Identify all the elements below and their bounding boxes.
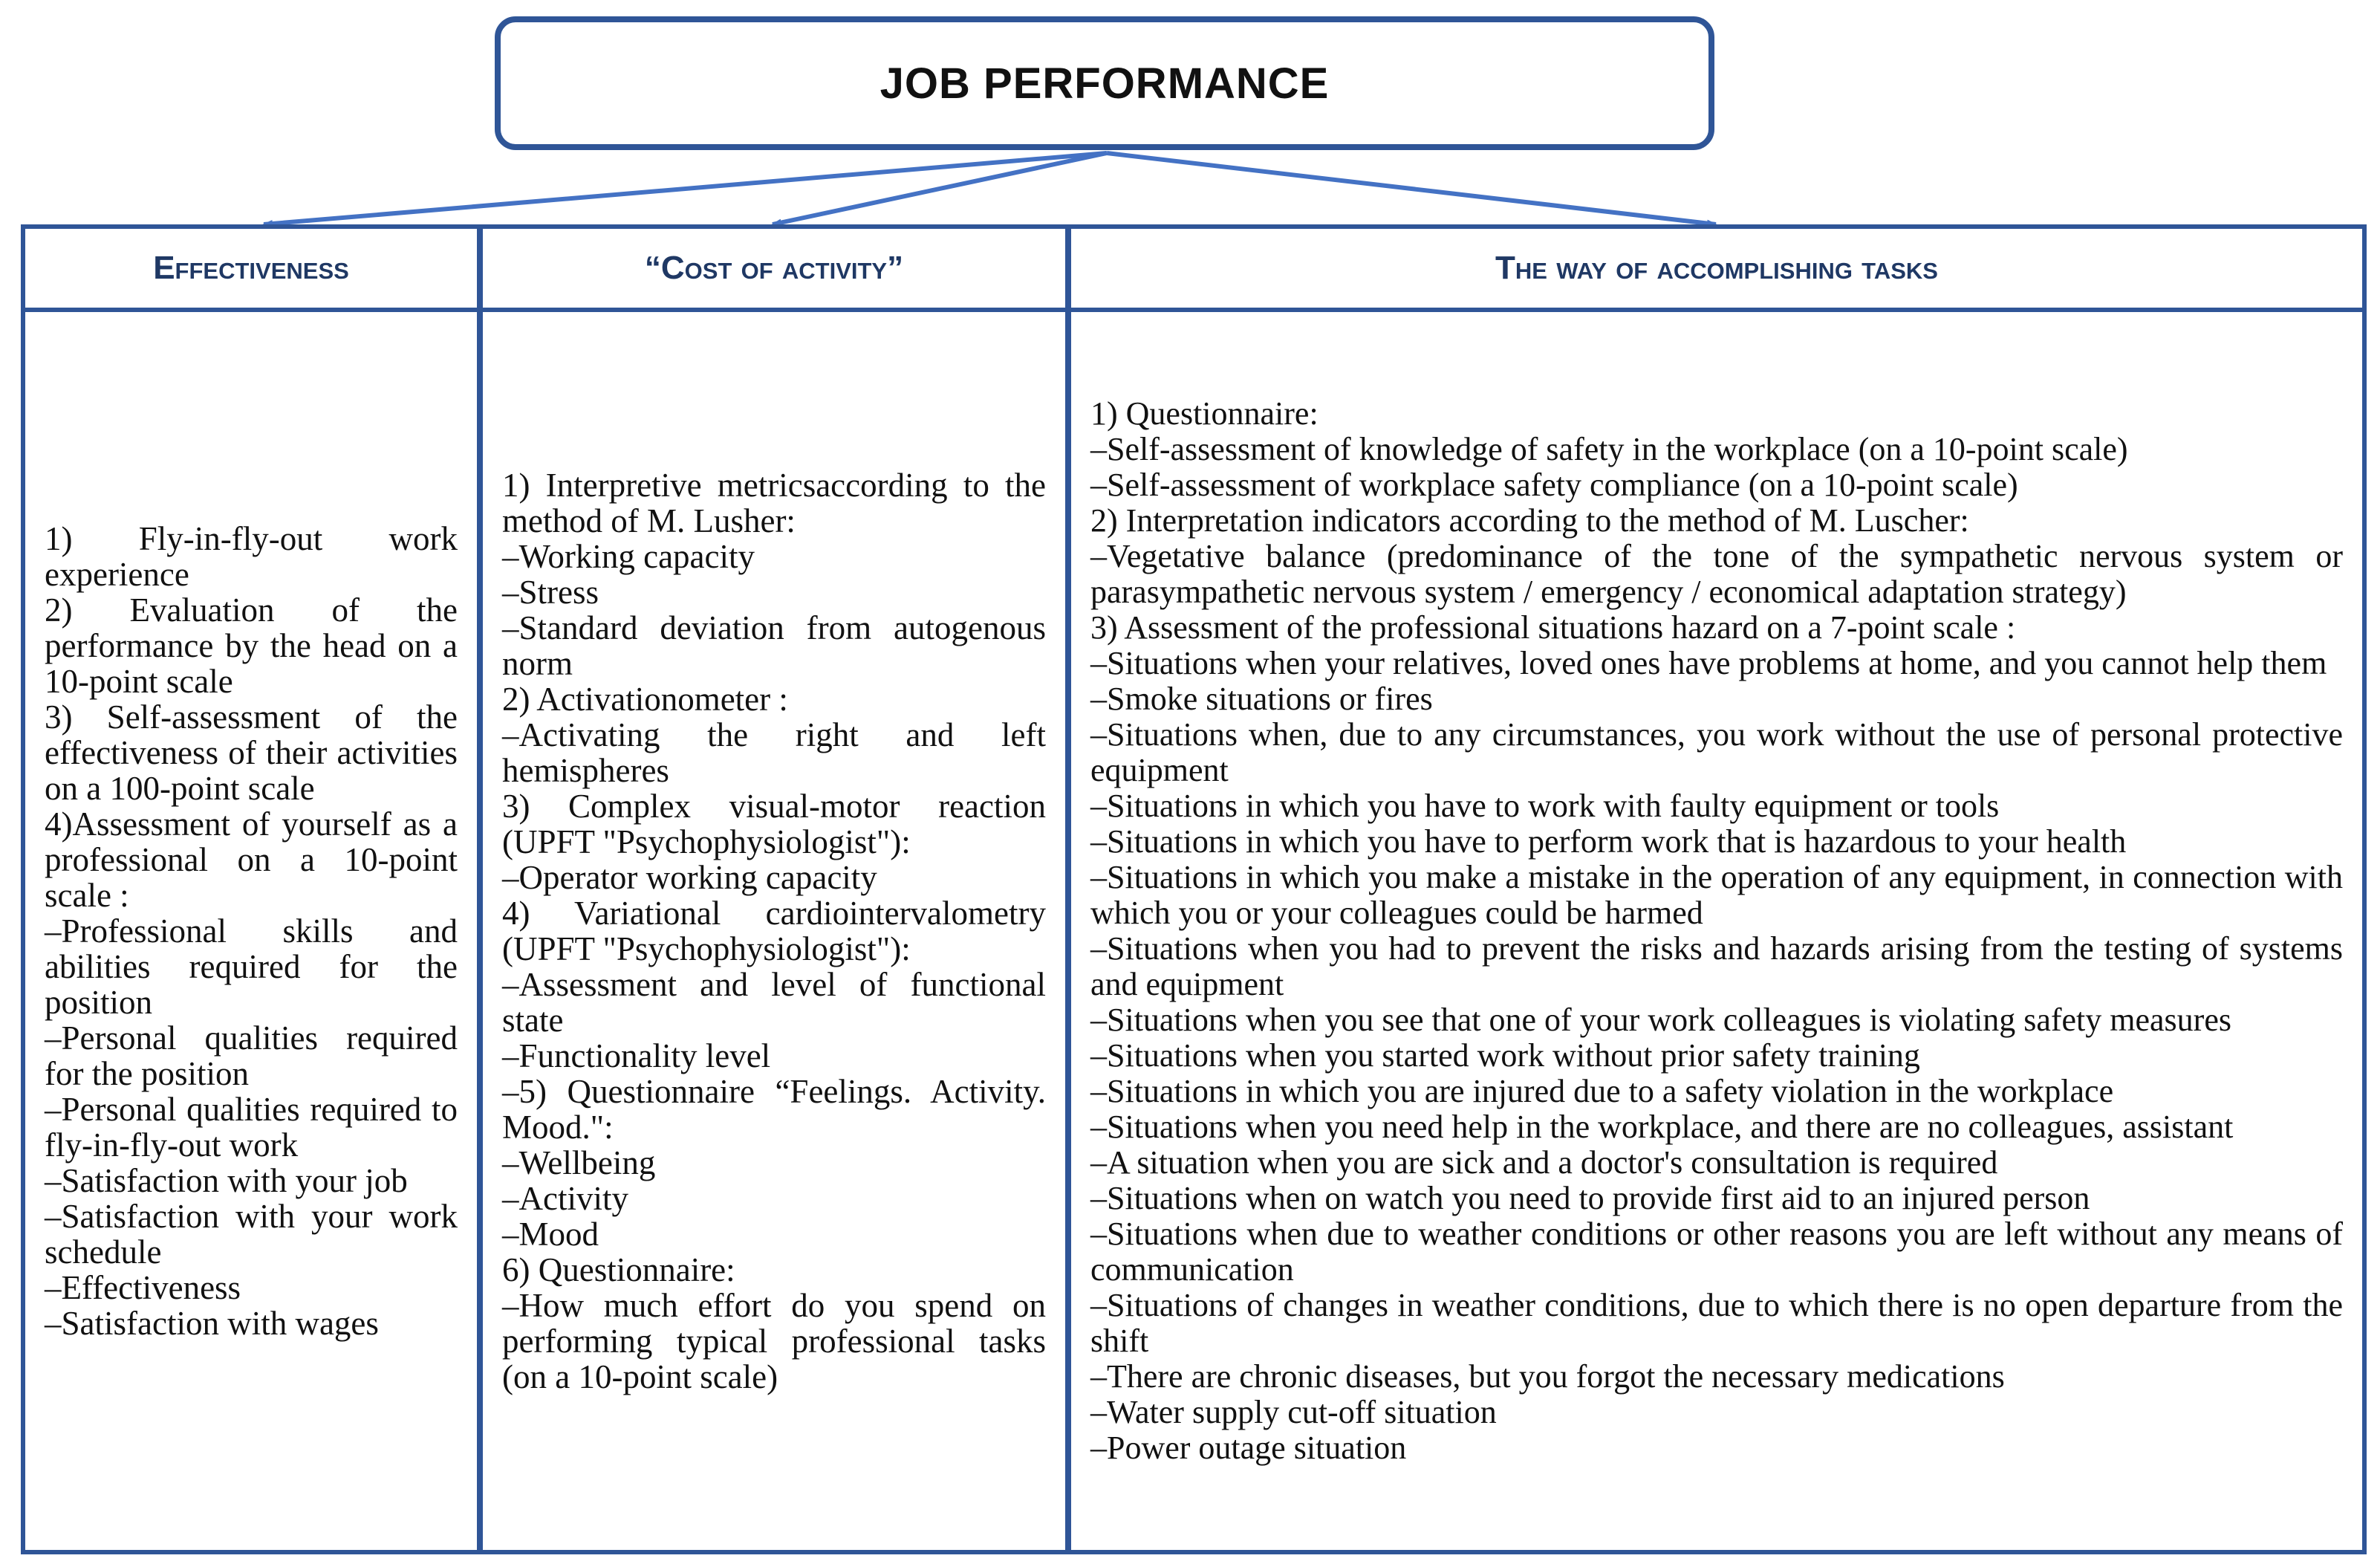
column-heading: The way of accomplishing tasks	[1071, 229, 2362, 312]
list-item: –Activity	[502, 1180, 628, 1217]
list-item: –Situations in which you have to work with faulty equipment or tools	[1090, 788, 2000, 824]
arrow-to-way-of-accomplishing	[1107, 153, 1716, 224]
list-item: 3) Assessment of the professional situations hazard on a 7-point scale :	[1090, 609, 2016, 646]
list-item: –Activating the right and left hemispheres	[502, 716, 1046, 789]
column-effectiveness	[21, 224, 481, 1554]
list-item: –Functionality level	[502, 1037, 771, 1074]
list-item: –Satisfaction with your job	[45, 1162, 408, 1199]
list-item: –How much effort do you spend on performing typical professional tasks (on a 10-point scale)	[502, 1287, 1046, 1395]
list-item: –Vegetative balance (predominance of the tone of the sympathetic nervous system or parasympathetic nervous system / emergency / economical adaptation strategy)	[1090, 538, 2343, 610]
list-item: 1) Fly-in-fly-out work experience	[45, 520, 458, 593]
list-item: –Situations when you started work without prior safety training	[1090, 1037, 1920, 1074]
list-item: –Situations when you had to prevent the risks and hazards arising from the testing of systems and equipment	[1090, 930, 2343, 1002]
list-item: –Power outage situation	[1090, 1430, 1407, 1466]
list-item: –Stress	[502, 574, 599, 611]
list-item: –Situations when on watch you need to provide first aid to an injured person	[1090, 1180, 2090, 1216]
list-item: 2) Evaluation of the performance by the head on a 10-point scale	[45, 591, 458, 700]
list-item: 4) Variational cardiointervalometry (UPFT "Psychophysiologist"):	[502, 895, 1046, 967]
list-item: –Self-assessment of workplace safety compliance (on a 10-point scale)	[1090, 467, 2018, 503]
list-item: –Situations of changes in weather conditions, due to which there is no open departure from the shift	[1090, 1287, 2343, 1359]
list-item: 1) Questionnaire:	[1090, 395, 1319, 432]
list-item: –Situations when you need help in the workplace, and there are no colleagues, assistant	[1090, 1109, 2234, 1145]
list-item: –There are chronic diseases, but you forgot the necessary medications	[1090, 1358, 2005, 1395]
list-item: –Situations when due to weather conditions or other reasons you are left without any means of communication	[1090, 1216, 2343, 1288]
list-item: –Satisfaction with your work schedule	[45, 1198, 458, 1271]
column-cost-of-activity	[478, 224, 1070, 1554]
list-item: –Situations when you see that one of your work colleagues is violating safety measures	[1090, 1002, 2231, 1038]
item-list	[502, 467, 1046, 1395]
list-item: –Operator working capacity	[502, 859, 877, 896]
list-item: 2) Activationometer :	[502, 681, 788, 718]
column-heading: Effectiveness	[25, 229, 477, 312]
list-item: 3) Self-assessment of the effectiveness of their activities on a 100-point scale	[45, 698, 458, 807]
list-item: –Wellbeing	[502, 1144, 656, 1181]
list-item: –Situations when, due to any circumstances, you work without the use of personal protective equipment	[1090, 716, 2343, 788]
list-item: 1) Interpretive metricsaccording to the method of M. Lusher:	[502, 467, 1046, 539]
list-item: –A situation when you are sick and a doctor's consultation is required	[1090, 1144, 1998, 1181]
list-item: –Effectiveness	[45, 1269, 241, 1306]
item-list	[1090, 396, 2343, 1466]
connector-arrows	[0, 0, 2380, 238]
list-item: –Personal qualities required for the position	[45, 1019, 458, 1092]
list-item: –Smoke situations or fires	[1090, 681, 1433, 717]
list-item: –Situations in which you are injured due to a safety violation in the workplace	[1090, 1073, 2114, 1109]
list-item: 3) Complex visual-motor reaction (UPFT "Psychophysiologist"):	[502, 788, 1046, 860]
list-item: 2) Interpretation indicators according to the method of M. Luscher:	[1090, 502, 1969, 539]
arrow-to-cost-of-activity	[773, 153, 1107, 224]
list-item: –Situations when your relatives, loved ones have problems at home, and you cannot help them	[1090, 645, 2327, 681]
list-item: –Water supply cut-off situation	[1090, 1394, 1497, 1430]
list-item: –Situations in which you have to perform work that is hazardous to your health	[1090, 823, 2127, 860]
list-item: –Self-assessment of knowledge of safety in the workplace (on a 10-point scale)	[1090, 431, 2128, 467]
list-item: –Working capacity	[502, 538, 755, 575]
list-item: –5) Questionnaire “Feelings. Activity. Mood.":	[502, 1073, 1046, 1146]
diagram-title: JOB PERFORMANCE	[880, 59, 1330, 108]
list-item: –Satisfaction with wages	[45, 1305, 379, 1342]
list-item: 6) Questionnaire:	[502, 1251, 735, 1288]
column-heading: “Cost of activity”	[483, 229, 1065, 312]
arrow-to-effectiveness	[264, 153, 1107, 224]
list-item: –Standard deviation from autogenous norm	[502, 609, 1046, 682]
list-item: –Personal qualities required to fly-in-fly-out work	[45, 1091, 458, 1164]
list-item: –Professional skills and abilities required for the position	[45, 912, 458, 1021]
list-item: –Assessment and level of functional state	[502, 966, 1046, 1039]
item-list	[45, 521, 458, 1341]
column-way-of-accomplishing-tasks	[1067, 224, 2367, 1554]
list-item: 4)Assessment of yourself as a professional on a 10-point scale :	[45, 805, 458, 914]
list-item: –Mood	[502, 1216, 599, 1253]
list-item: –Situations in which you make a mistake in the operation of any equipment, in connection with which you or your colleagues could be harmed	[1090, 859, 2343, 931]
